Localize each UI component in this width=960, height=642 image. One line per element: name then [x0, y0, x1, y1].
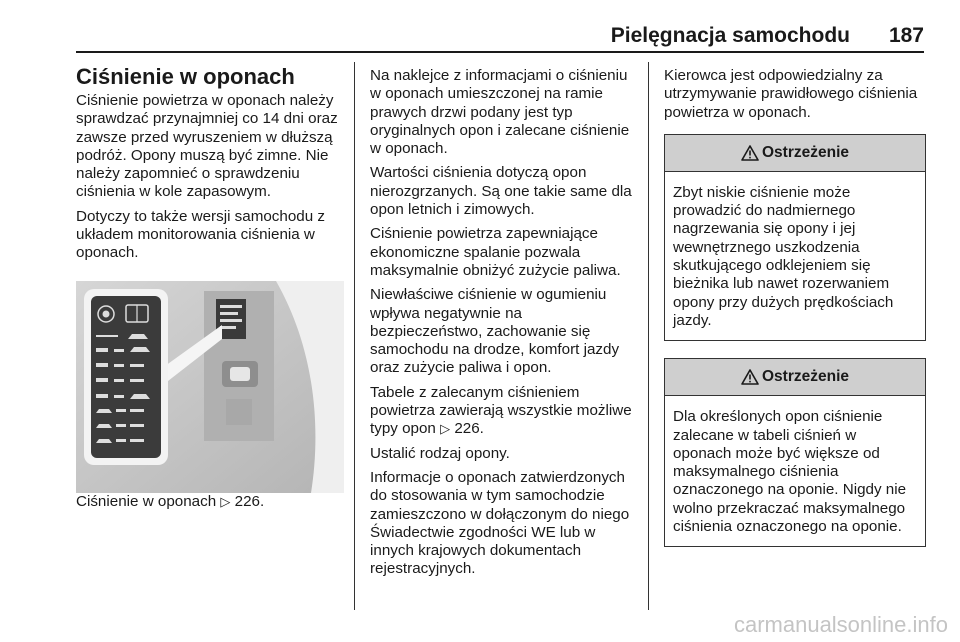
warning-header	[665, 135, 925, 172]
page-number: 187	[888, 24, 924, 47]
paragraph: Dotyczy to także wersji samochodu z układem monitorowania ciśnienia w oponach.	[76, 207, 325, 262]
tire-pressure-label-figure	[76, 281, 344, 493]
warning-text: Zbyt niskie ciśnienie może prowadzić do nadmiernego nagrzewania się opony i jej wewnętrznego uszkodzenia skutkującego odklejeniem się bieżnika lub nawet rozerwaniem opony przy dużych prędkościach jazdy.	[673, 183, 894, 329]
figure-caption	[76, 493, 344, 511]
paragraph: Ustalić rodzaj opony.	[370, 444, 510, 462]
header-rule	[76, 51, 924, 53]
paragraph: Ciśnienie powietrza zapewniające ekonomiczne spalanie pozwala maksymalnie obniżyć zużycie paliwa.	[370, 225, 621, 279]
warning-title: Ostrzeżenie	[761, 143, 849, 161]
warning-header	[665, 359, 925, 396]
watermark: carmanualsonline.info	[733, 612, 948, 637]
warning-triangle-icon	[741, 145, 759, 161]
column-2	[370, 67, 638, 585]
page-reference-icon: ▷	[220, 493, 231, 509]
paragraph: Niewłaściwe ciśnienie w ogumieniu wpływa negatywnie na bezpieczeństwo, zachowanie się samochodu na drodze, komfort jazdy oraz zużycie paliwa i opon.	[370, 286, 620, 377]
caption-page-ref: 226.	[234, 492, 265, 510]
paragraph: Na naklejce z informacjami o ciśnieniu w oponach umieszczonej na ramie prawych drzwi podany jest typ oryginalnych opon i zalecane ciśnienie w oponach.	[370, 67, 630, 158]
warning-triangle-icon	[741, 369, 759, 385]
page-header	[0, 0, 960, 52]
column-3	[664, 67, 926, 547]
warning-box	[664, 358, 926, 547]
warning-title: Ostrzeżenie	[761, 368, 849, 386]
column-divider-1	[354, 62, 355, 610]
paragraph-page-ref: 226.	[454, 420, 484, 438]
warning-box	[664, 134, 926, 341]
page-reference-icon: ▷	[440, 421, 451, 437]
paragraph: Ciśnienie powietrza w oponach należy sprawdzać przynajmniej co 14 dni oraz zawsze przed wyruszeniem w dłuższą podróż. Opony muszą być zimne. Nie należy zapomnieć o sprawdzeniu ciśnienia w kole zapasowym.	[76, 92, 338, 201]
paragraph: Informacje o oponach zatwierdzonych do stosowania w tym samochodzie zamieszczono w dołączonym do niego Świadectwie zgodności WE lub w innych krajowych dokumentach rejestracyjnych.	[370, 468, 630, 578]
paragraph	[370, 384, 638, 439]
column-divider-2	[648, 62, 649, 610]
warning-text: Dla określonych opon ciśnienie zalecane w tabeli ciśnień w oponach może być większe od maksymalnego ciśnienia oznaczonego na oponie. Nigdy nie wolno przekraczać maksymalnego ciśnienia oznaczonego na oponie.	[673, 408, 907, 536]
paragraph-text: Tabele z zalecanym ciśnieniem powietrza zawierają wszystkie możliwe typy opon	[370, 383, 632, 438]
paragraph: Kierowca jest odpowiedzialny za utrzymywanie prawidłowego ciśnienia powietrza w oponach.	[664, 67, 918, 121]
section-title: Pielęgnacja samochodu	[610, 24, 850, 47]
caption-text: Ciśnienie w oponach	[76, 492, 217, 510]
section-heading: Ciśnienie w oponach	[76, 64, 295, 89]
column-1	[76, 63, 344, 517]
paragraph: Wartości ciśnienia dotyczą opon nierozgrzanych. Są one takie same dla opon letnich i zimowych.	[370, 164, 632, 219]
door-frame-illustration	[76, 281, 344, 493]
